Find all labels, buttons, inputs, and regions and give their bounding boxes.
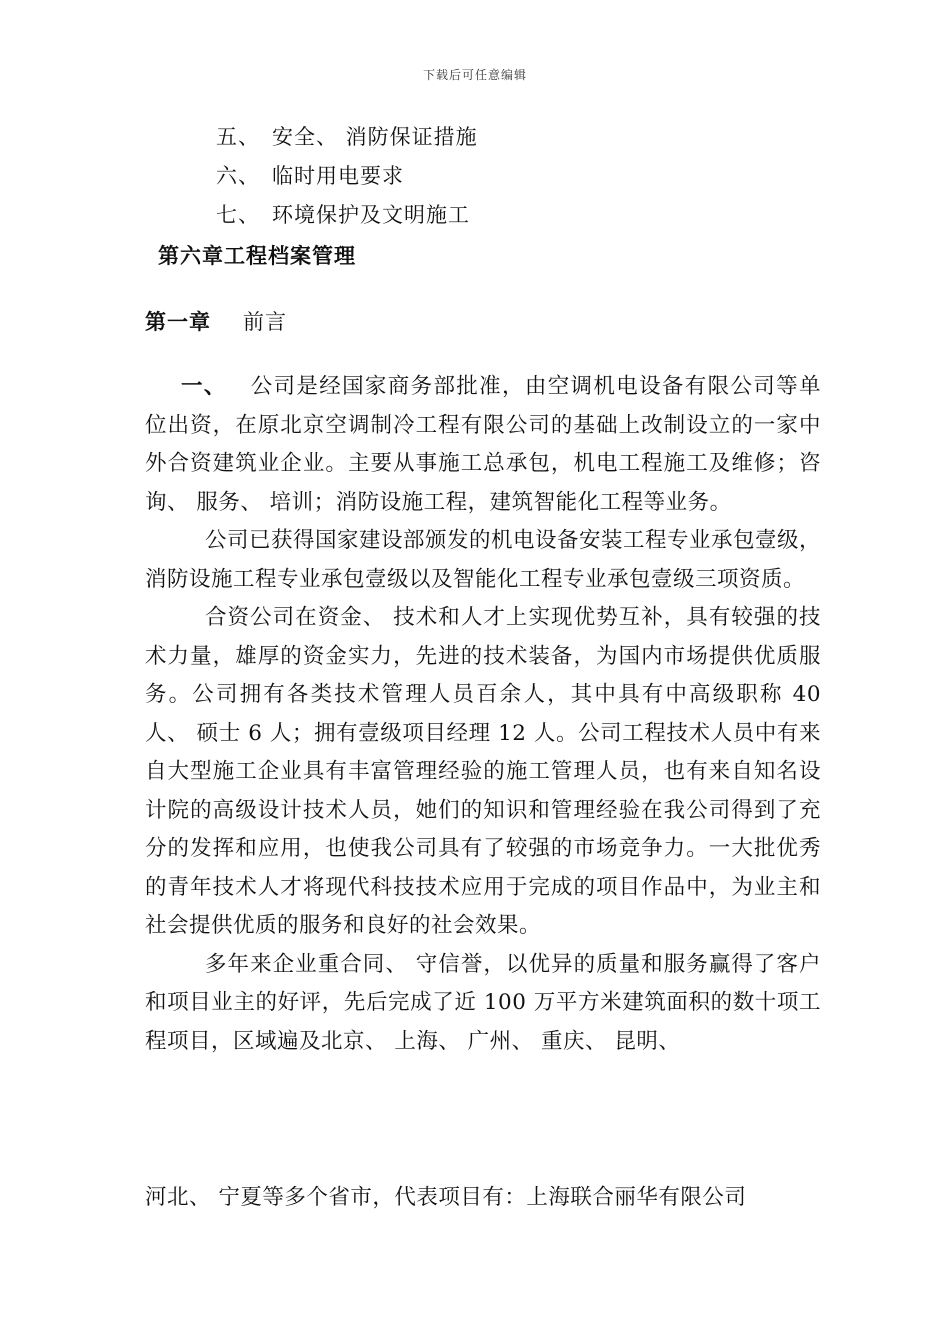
toc-item-7 (216, 201, 470, 229)
section-number: 一、 (181, 374, 227, 399)
toc-item-label: 环境保护及文明施工 (272, 203, 470, 227)
toc-item-number: 五、 (216, 125, 260, 149)
toc-item-number: 七、 (216, 203, 260, 227)
chapter-one-heading (145, 306, 287, 336)
paragraph-strength: 合资公司在资金、 技术和人才上实现优势互补，具有较强的技术力量，雄厚的资金实力，先进的技术装备，为国内市场提供优质服务。公司拥有各类技术管理人员百余人，其中具有中高级职称 40 人、 硕士 6 人；拥有壹级项目经理 12 人。公司工程技术人员中有来自大型施工企业具有丰富管理经验的施工管理人员，也有来自知名设计院的高级设计技术人员，她们的知识和管理经验在我公司得到了充分的发挥和应用，也使我公司具有了较强的市场竞争力。一大批优秀的青年技术人才将现代科技技术应用于完成的项目作品中，为业主和社会提供优质的服务和良好的社会效果。 (145, 605, 821, 938)
paragraph-projects-continued: 河北、 宁夏等多个省市，代表项目有：上海联合丽华有限公司 (145, 1185, 747, 1210)
toc-item-label: 安全、 消防保证措施 (272, 125, 478, 149)
toc-item-label: 临时用电要求 (272, 164, 404, 188)
paragraph-intro (145, 368, 821, 522)
paragraph-projects: 多年来企业重合同、 守信誉，以优异的质量和服务赢得了客户和项目业主的好评，先后完成了近 100 万平方米建筑面积的数十项工程项目，区域遍及北京、 上海、 广州、 重庆、 昆明、 (145, 951, 821, 1054)
chapter-six-heading: 第六章工程档案管理 (158, 243, 356, 268)
toc-item-6 (216, 162, 404, 190)
paragraph-qualifications: 公司已获得国家建设部颁发的机电设备安装工程专业承包壹级，消防设施工程专业承包壹级以及智能化工程专业承包壹级三项资质。 (145, 528, 822, 592)
chapter-title: 前言 (243, 310, 287, 334)
toc-item-5 (216, 123, 478, 151)
paragraph-text: 公司是经国家商务部批准，由空调机电设备有限公司等单位出资，在原北京空调制冷工程有限公司的基础上改制设立的一家中外合资建筑业企业。主要从事施工总承包，机电工程施工及维修；咨询、 服务、 培训；消防设施工程，建筑智能化工程等业务。 (145, 374, 821, 515)
page-header: 下载后可任意编辑 (422, 68, 527, 82)
document-body (145, 368, 821, 1061)
chapter-number: 第一章 (145, 309, 211, 334)
toc-item-number: 六、 (216, 164, 260, 188)
